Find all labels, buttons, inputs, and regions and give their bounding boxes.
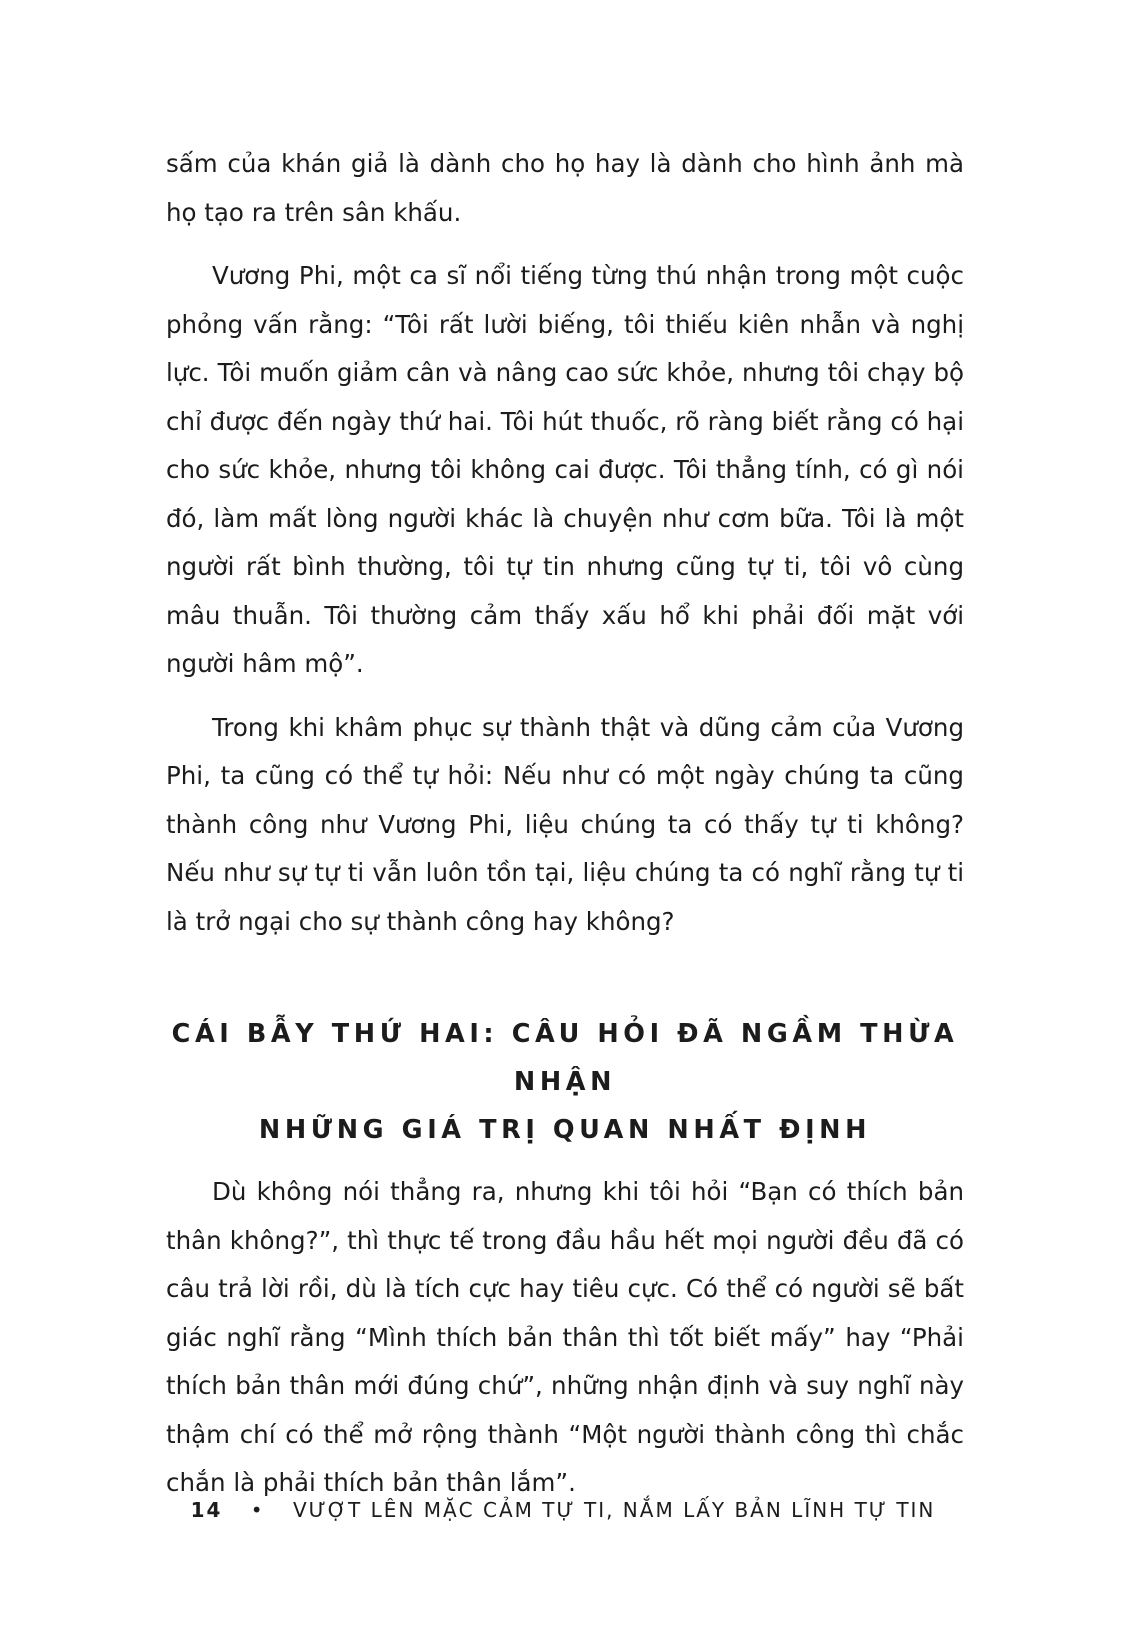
section-heading-line-2: NHỮNG GIÁ TRỊ QUAN NHẤT ĐỊNH (258, 1115, 872, 1145)
page-number: 14 (190, 1498, 223, 1522)
paragraph-second-trap: Dù không nói thẳng ra, nhưng khi tôi hỏi “Bạn có thích bản thân không?”, thì thực tế trong đầu hầu hết mọi người đều đã có câu trả lời rồi, dù là tích cực hay tiêu cực. Có thể có người sẽ bất giác nghĩ rằng “Mình thích bản thân thì tốt biết mấy” hay “Phải thích bản thân mới đúng chứ”, những nhận định và suy nghĩ này thậm chí có thể mở rộng thành “Một người thành công thì chắc chắn là phải thích bản thân lắm”. (166, 1177, 964, 1497)
paragraph-reflection: Trong khi khâm phục sự thành thật và dũng cảm của Vương Phi, ta cũng có thể tự hỏi: Nếu như có một ngày chúng ta cũng thành công như Vương Phi, liệu chúng ta có thấy tự ti không? Nếu như sự tự ti vẫn luôn tồn tại, liệu chúng ta có nghĩ rằng tự ti là trở ngại cho sự thành công hay không? (166, 712, 964, 936)
paragraph-continued: sấm của khán giả là dành cho họ hay là dành cho hình ảnh mà họ tạo ra trên sân khấu. (166, 149, 964, 227)
page-footer (0, 1498, 1126, 1522)
page-body (166, 140, 964, 1523)
paragraph-vuong-phi-quote: Vương Phi, một ca sĩ nổi tiếng từng thú nhận trong một cuộc phỏng vấn rằng: “Tôi rất lười biếng, tôi thiếu kiên nhẫn và nghị lực. Tôi muốn giảm cân và nâng cao sức khỏe, nhưng tôi chạy bộ chỉ được đến ngày thứ hai. Tôi hút thuốc, rõ ràng biết rằng có hại cho sức khỏe, nhưng tôi không cai được. Tôi thẳng tính, có gì nói đó, làm mất lòng người khác là chuyện như cơm bữa. Tôi là một người rất bình thường, tôi tự tin nhưng cũng tự ti, tôi vô cùng mâu thuẫn. Tôi thường cảm thấy xấu hổ khi phải đối mặt với người hâm mộ”. (166, 261, 964, 678)
footer-separator: • (250, 1498, 265, 1522)
section-heading (166, 1010, 964, 1154)
book-title: VƯỢT LÊN MẶC CẢM TỰ TI, NẮM LẤY BẢN LĨNH TỰ TIN (292, 1498, 936, 1522)
section-heading-line-1: CÁI BẪY THỨ HAI: CÂU HỎI ĐÃ NGẦM THỪA NHẬN (171, 1019, 959, 1097)
